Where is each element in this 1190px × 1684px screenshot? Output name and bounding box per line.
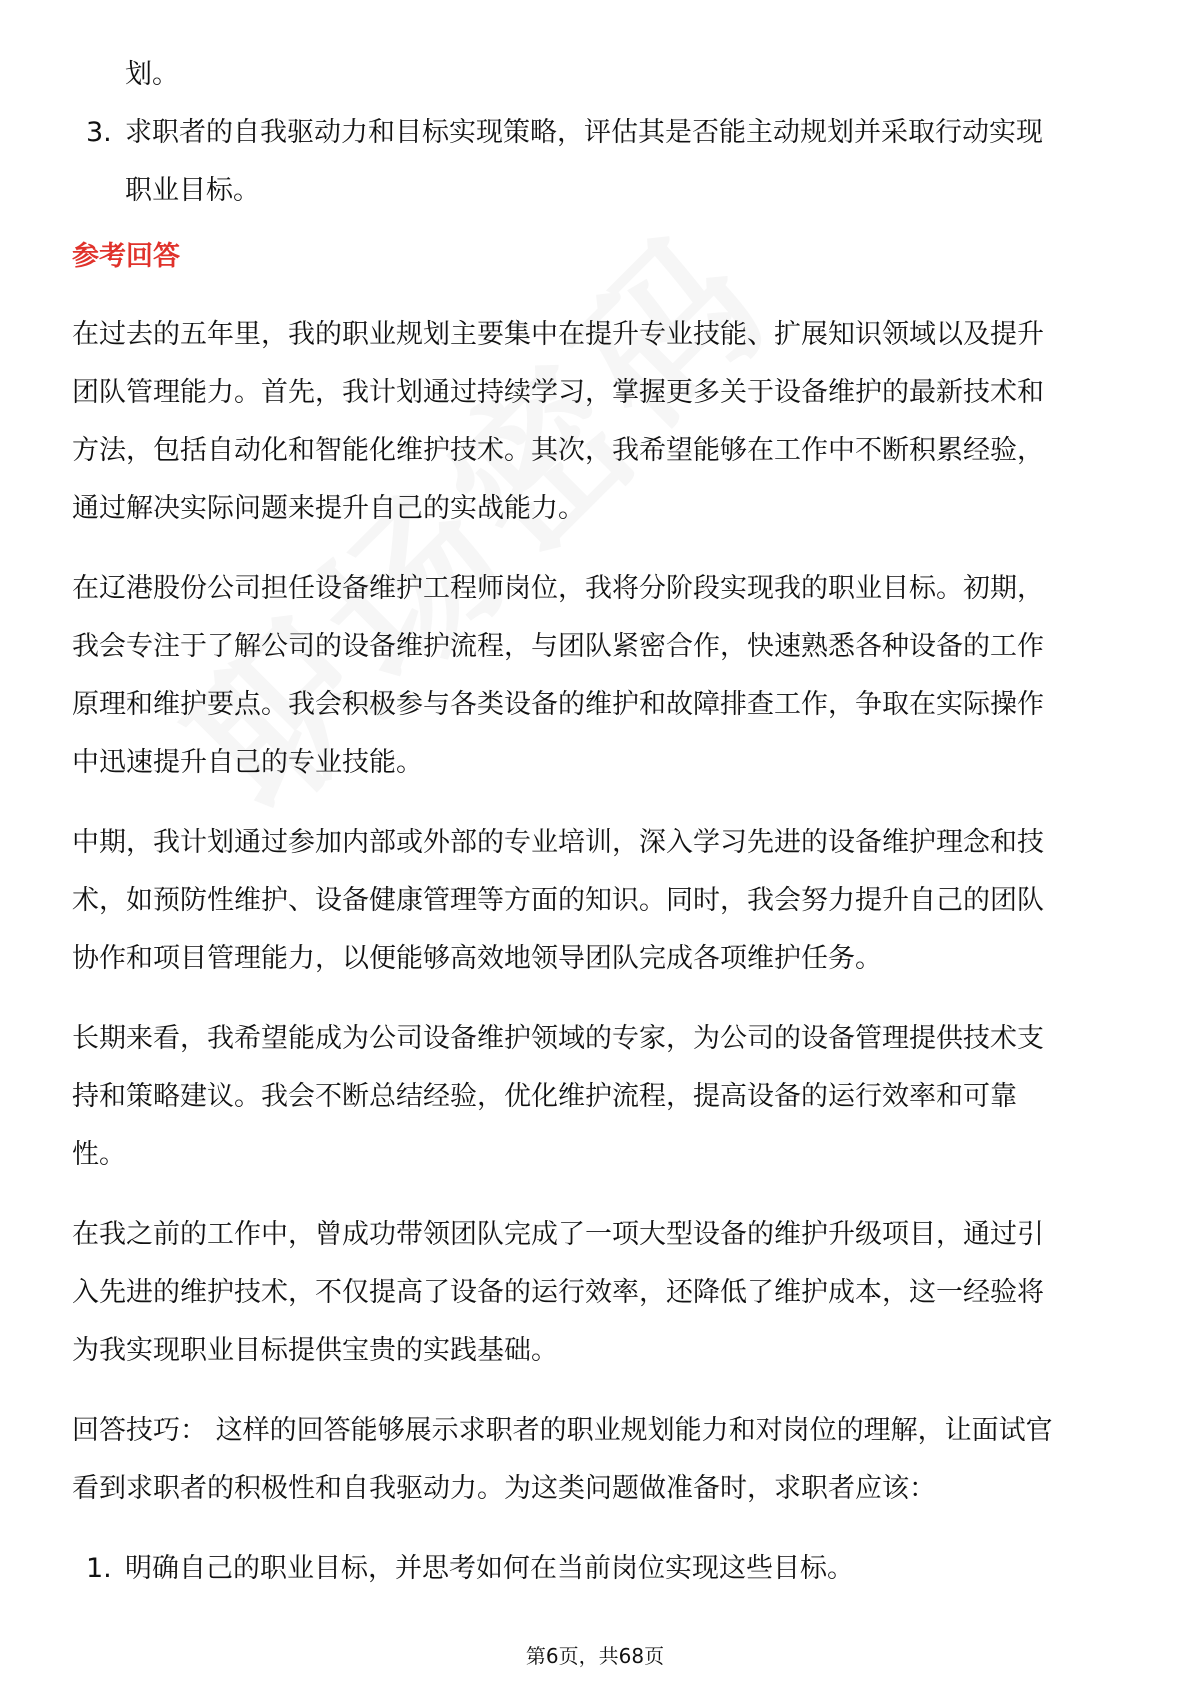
paragraph-line: 长期来看，我希望能成为公司设备维护领域的专家，为公司的设备管理提供技术支 [72, 1023, 1044, 1054]
paragraph-line: 持和策略建议。我会不断总结经验，优化维护流程，提高设备的运行效率和可靠 [72, 1081, 1017, 1112]
paragraph-line: 在我之前的工作中，曾成功带领团队完成了一项大型设备的维护升级项目，通过引 [72, 1219, 1044, 1250]
paragraph-line: 为我实现职业目标提供宝贵的实践基础。 [72, 1335, 558, 1366]
paragraph-line: 入先进的维护技术，不仅提高了设备的运行效率，还降低了维护成本，这一经验将 [72, 1277, 1044, 1308]
paragraph-line: 方法，包括自动化和智能化维护技术。其次，我希望能够在工作中不断积累经验， [72, 435, 1044, 466]
paragraph-line: 在辽港股份公司担任设备维护工程师岗位，我将分阶段实现我的职业目标。初期， [72, 573, 1044, 604]
paragraph [72, 1206, 1120, 1380]
paragraph-line: 中期，我计划通过参加内部或外部的专业培训，深入学习先进的设备维护理念和技 [72, 827, 1044, 858]
paragraph-line: 在过去的五年里，我的职业规划主要集中在提升专业技能、扩展知识领域以及提升 [72, 319, 1044, 350]
paragraph [72, 306, 1120, 538]
paragraph-line: 协作和项目管理能力，以便能够高效地领导团队完成各项维护任务。 [72, 943, 882, 974]
list-item-2-tail: 划。 [125, 59, 179, 90]
list-item-text: 明确自己的职业目标，并思考如何在当前岗位实现这些目标。 [125, 1553, 854, 1584]
paragraph [72, 560, 1120, 792]
paragraph-line: 通过解决实际问题来提升自己的实战能力。 [72, 493, 585, 524]
paragraph-line: 中迅速提升自己的专业技能。 [72, 747, 423, 778]
list-item-text: 职业目标。 [125, 175, 260, 206]
paragraph-line: 性。 [72, 1139, 126, 1170]
paragraph-line: 我会专注于了解公司的设备维护流程，与团队紧密合作，快速熟悉各种设备的工作 [72, 631, 1044, 662]
document-body [72, 46, 1120, 1598]
list-number: 3. [86, 117, 112, 148]
paragraph-line: 看到求职者的积极性和自我驱动力。为这类问题做准备时，求职者应该： [72, 1473, 936, 1504]
tips-list-item-1 [72, 1540, 1120, 1598]
paragraph-line: 回答技巧： 这样的回答能够展示求职者的职业规划能力和对岗位的理解，让面试官 [72, 1415, 1053, 1446]
list-item-text: 求职者的自我驱动力和目标实现策略，评估其是否能主动规划并采取行动实现 [125, 117, 1043, 148]
list-number: 1. [86, 1553, 112, 1584]
paragraph-line: 原理和维护要点。我会积极参与各类设备的维护和故障排查工作，争取在实际操作 [72, 689, 1044, 720]
answer-tips-paragraph [72, 1402, 1120, 1518]
section-title: 参考回答 [72, 241, 180, 272]
paragraph [72, 1010, 1120, 1184]
page-footer: 第6页，共68页 [525, 1644, 665, 1668]
paragraph-line: 术，如预防性维护、设备健康管理等方面的知识。同时，我会努力提升自己的团队 [72, 885, 1044, 916]
paragraph-line: 团队管理能力。首先，我计划通过持续学习，掌握更多关于设备维护的最新技术和 [72, 377, 1044, 408]
list-item-3 [72, 104, 1120, 220]
paragraph [72, 814, 1120, 988]
